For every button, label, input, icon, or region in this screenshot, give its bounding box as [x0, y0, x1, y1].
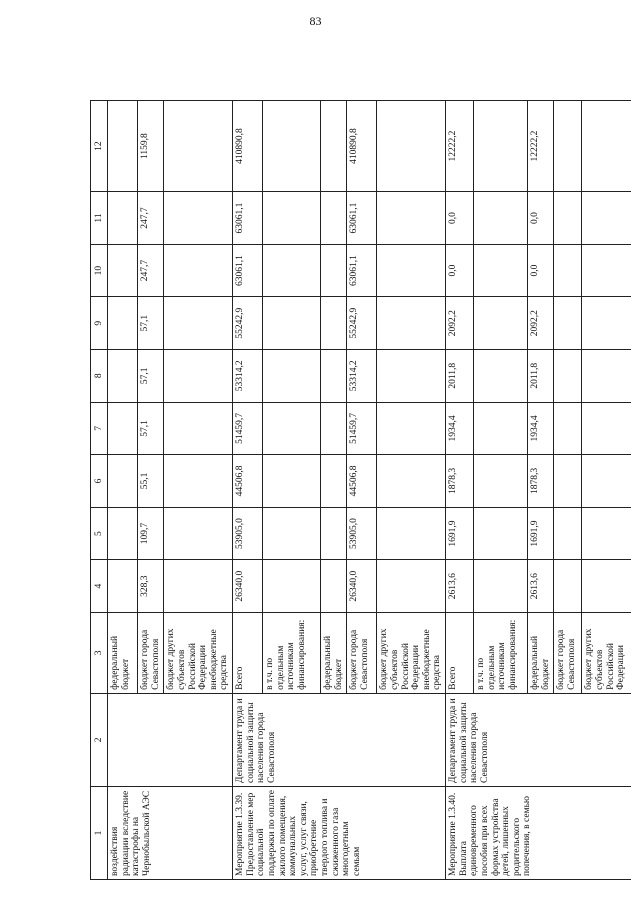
- value-cell: [164, 455, 233, 508]
- value-cell: 2011,8: [528, 349, 554, 402]
- header-cell: 2: [91, 693, 108, 786]
- funding-source-cell: федеральный бюджет: [321, 612, 347, 693]
- value-cell: 51459,7: [233, 402, 263, 455]
- value-cell: 63061,1: [347, 192, 377, 245]
- value-cell: [108, 244, 138, 297]
- value-cell: 57,1: [138, 402, 164, 455]
- value-cell: [554, 101, 582, 192]
- value-cell: 2613,6: [446, 560, 474, 613]
- value-cell: 44506,8: [347, 455, 377, 508]
- value-cell: [321, 101, 347, 192]
- value-cell: [554, 244, 582, 297]
- funding-source-cell: бюджет города Севастополя: [138, 612, 164, 693]
- value-cell: 12222,2: [528, 101, 554, 192]
- value-cell: [108, 349, 138, 402]
- measure-name-cell: воздействия радиации вследствие катастрофы на Чернобыльской АЭС: [108, 786, 233, 879]
- value-cell: [582, 101, 631, 192]
- value-cell: [582, 349, 631, 402]
- funding-source-cell: федеральный бюджет: [528, 612, 554, 693]
- value-cell: [321, 507, 347, 560]
- value-cell: [554, 297, 582, 350]
- measure-name-cell: Мероприятие 1.3.39. Предоставление мер социальной поддержки по оплате жилого помещения, коммунальных услуг, услуг связи, приобретение твердого топлива и сжиженного газа многодетным семьям: [233, 786, 446, 879]
- financing-table: [90, 100, 631, 880]
- funding-source-cell: бюджет других субъектов Российской Федерации внебюджетные средства: [164, 612, 233, 693]
- value-cell: [474, 101, 528, 192]
- funding-source-cell: Всего: [446, 612, 474, 693]
- value-cell: 55242,9: [347, 297, 377, 350]
- value-cell: [108, 560, 138, 613]
- value-cell: 53905,0: [347, 507, 377, 560]
- executor-cell: Департамент труда и социальной защиты населения города Севастополя: [446, 693, 631, 786]
- value-cell: [377, 101, 446, 192]
- header-cell: 12: [91, 101, 108, 192]
- value-cell: [108, 507, 138, 560]
- value-cell: [321, 349, 347, 402]
- funding-source-cell: в т.ч. по отдельным источникам финансирования:: [474, 612, 528, 693]
- value-cell: 55,1: [138, 455, 164, 508]
- value-cell: [164, 244, 233, 297]
- value-cell: [263, 297, 321, 350]
- value-cell: 2613,6: [528, 560, 554, 613]
- value-cell: 1934,4: [528, 402, 554, 455]
- value-cell: [164, 560, 233, 613]
- value-cell: 0,0: [528, 244, 554, 297]
- value-cell: [108, 455, 138, 508]
- value-cell: [474, 455, 528, 508]
- value-cell: [321, 192, 347, 245]
- value-cell: 63061,1: [233, 192, 263, 245]
- value-cell: [263, 402, 321, 455]
- header-cell: 1: [91, 786, 108, 879]
- value-cell: [108, 402, 138, 455]
- value-cell: [263, 192, 321, 245]
- value-cell: [321, 297, 347, 350]
- value-cell: [474, 349, 528, 402]
- value-cell: [474, 192, 528, 245]
- value-cell: [582, 455, 631, 508]
- value-cell: [164, 349, 233, 402]
- value-cell: 0,0: [446, 244, 474, 297]
- header-row: [91, 101, 108, 880]
- header-cell: 7: [91, 402, 108, 455]
- value-cell: 26340,0: [233, 560, 263, 613]
- value-cell: [582, 402, 631, 455]
- value-cell: [582, 192, 631, 245]
- value-cell: [554, 192, 582, 245]
- value-cell: 1878,3: [528, 455, 554, 508]
- header-cell: 8: [91, 349, 108, 402]
- value-cell: [164, 297, 233, 350]
- value-cell: 57,1: [138, 349, 164, 402]
- funding-source-cell: бюджет других субъектов Российской Федерации: [582, 612, 631, 693]
- value-cell: [164, 507, 233, 560]
- table-body: [91, 101, 631, 880]
- value-cell: [474, 507, 528, 560]
- executor-cell: Департамент труда и социальной защиты населения города Севастополя: [233, 693, 446, 786]
- value-cell: [263, 455, 321, 508]
- value-cell: [321, 455, 347, 508]
- value-cell: [377, 507, 446, 560]
- value-cell: [263, 507, 321, 560]
- value-cell: [377, 560, 446, 613]
- header-cell: 6: [91, 455, 108, 508]
- value-cell: [474, 560, 528, 613]
- table-row: [108, 101, 138, 880]
- value-cell: 51459,7: [347, 402, 377, 455]
- header-cell: 9: [91, 297, 108, 350]
- value-cell: [554, 349, 582, 402]
- value-cell: 1691,9: [528, 507, 554, 560]
- value-cell: [554, 402, 582, 455]
- funding-source-cell: федеральный бюджет: [108, 612, 138, 693]
- funding-source-cell: бюджет города Севастополя: [554, 612, 582, 693]
- funding-source-cell: в т.ч. по отдельным источникам финансирования:: [263, 612, 321, 693]
- value-cell: 53905,0: [233, 507, 263, 560]
- value-cell: 63061,1: [347, 244, 377, 297]
- value-cell: 0,0: [528, 192, 554, 245]
- header-cell: 3: [91, 612, 108, 693]
- value-cell: 2011,8: [446, 349, 474, 402]
- value-cell: [321, 244, 347, 297]
- value-cell: [263, 560, 321, 613]
- value-cell: 1878,3: [446, 455, 474, 508]
- value-cell: [377, 455, 446, 508]
- value-cell: [108, 297, 138, 350]
- table-row: [233, 101, 263, 880]
- value-cell: [164, 402, 233, 455]
- value-cell: 247,7: [138, 244, 164, 297]
- value-cell: 2092,2: [446, 297, 474, 350]
- value-cell: [582, 507, 631, 560]
- value-cell: 1691,9: [446, 507, 474, 560]
- value-cell: [263, 101, 321, 192]
- value-cell: [474, 402, 528, 455]
- value-cell: 410890,8: [233, 101, 263, 192]
- value-cell: [108, 101, 138, 192]
- value-cell: [377, 402, 446, 455]
- value-cell: 55242,9: [233, 297, 263, 350]
- measure-name-cell: Мероприятие 1.3.40. Выплата единовременного пособия при всех формах устройства детей, лишенных родительского попечения, в семью: [446, 786, 631, 879]
- value-cell: 57,1: [138, 297, 164, 350]
- value-cell: 109,7: [138, 507, 164, 560]
- value-cell: [377, 192, 446, 245]
- value-cell: [321, 560, 347, 613]
- value-cell: 0,0: [446, 192, 474, 245]
- value-cell: [377, 297, 446, 350]
- header-cell: 10: [91, 244, 108, 297]
- value-cell: [474, 297, 528, 350]
- value-cell: [321, 402, 347, 455]
- funding-source-cell: бюджет города Севастополя: [347, 612, 377, 693]
- value-cell: [263, 244, 321, 297]
- value-cell: 410890,8: [347, 101, 377, 192]
- value-cell: 1159,8: [138, 101, 164, 192]
- value-cell: 247,7: [138, 192, 164, 245]
- value-cell: [164, 192, 233, 245]
- header-cell: 4: [91, 560, 108, 613]
- value-cell: 63061,1: [233, 244, 263, 297]
- header-cell: 11: [91, 192, 108, 245]
- value-cell: [554, 560, 582, 613]
- table-row: [446, 101, 474, 880]
- value-cell: [164, 101, 233, 192]
- value-cell: [377, 244, 446, 297]
- value-cell: [377, 349, 446, 402]
- value-cell: 2092,2: [528, 297, 554, 350]
- executor-cell: [108, 693, 233, 786]
- value-cell: [554, 507, 582, 560]
- value-cell: [554, 455, 582, 508]
- value-cell: [582, 560, 631, 613]
- value-cell: 44506,8: [233, 455, 263, 508]
- value-cell: [582, 297, 631, 350]
- value-cell: [582, 244, 631, 297]
- funding-source-cell: бюджет других субъектов Российской Федерации внебюджетные средства: [377, 612, 446, 693]
- value-cell: 1934,4: [446, 402, 474, 455]
- value-cell: 12222,2: [446, 101, 474, 192]
- value-cell: 53314,2: [233, 349, 263, 402]
- value-cell: 328,3: [138, 560, 164, 613]
- value-cell: [263, 349, 321, 402]
- page-number: 83: [309, 14, 322, 28]
- value-cell: 53314,2: [347, 349, 377, 402]
- value-cell: [474, 244, 528, 297]
- header-cell: 5: [91, 507, 108, 560]
- value-cell: 26340,0: [347, 560, 377, 613]
- funding-source-cell: Всего: [233, 612, 263, 693]
- value-cell: [108, 192, 138, 245]
- rotated-table-container: [90, 100, 627, 880]
